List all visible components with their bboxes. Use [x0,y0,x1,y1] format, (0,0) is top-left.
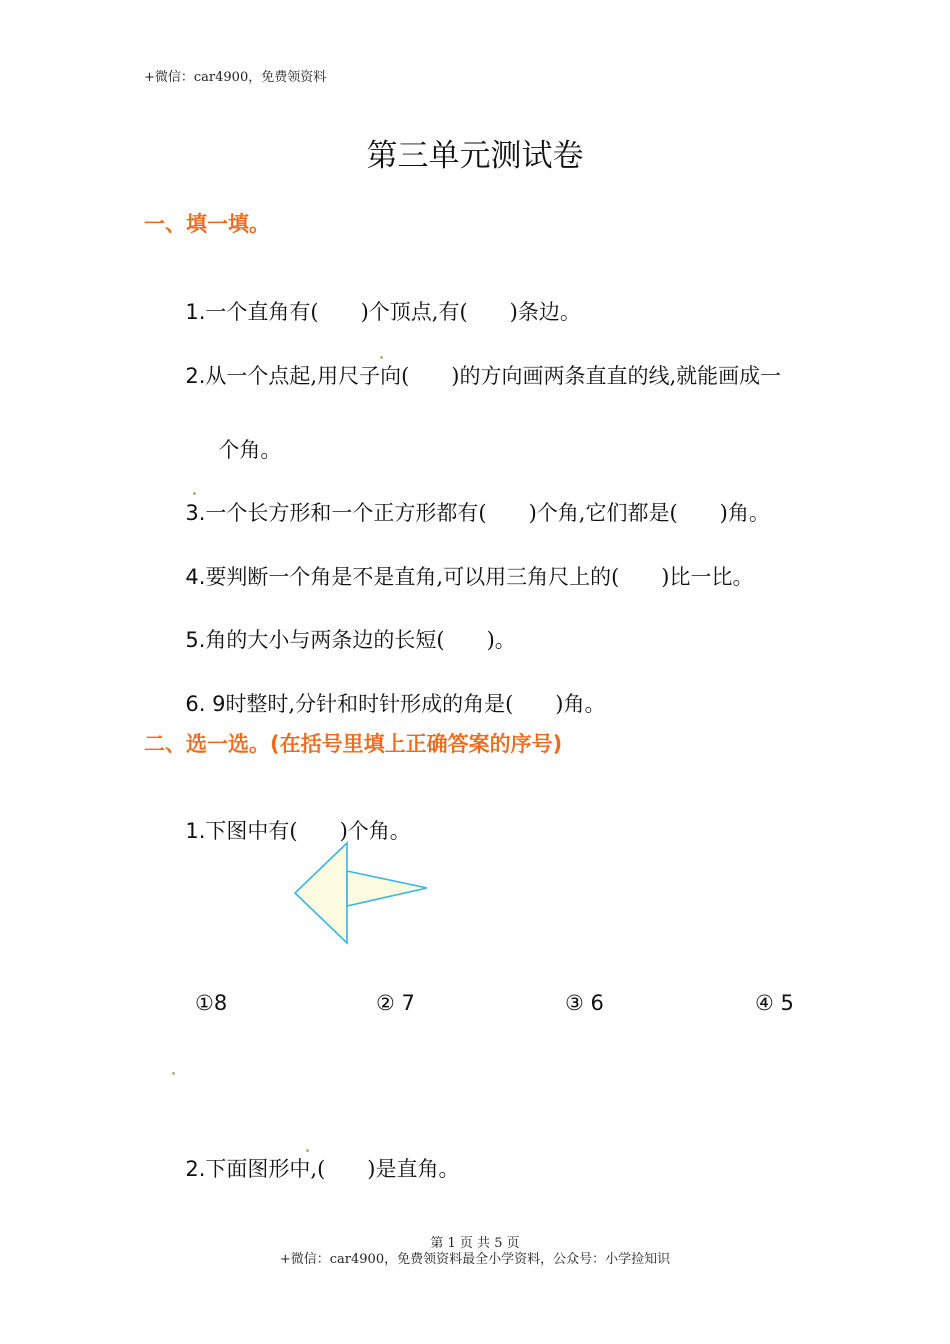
question-text: 时整时,分针和时针形成的角是( )角。 [225,692,606,716]
question-number: 5. [185,628,206,652]
question-text: 角的大小与两条边的长短( )。 [205,628,516,652]
question-1-3 [172,473,770,527]
question-text: 一个直角有( )个顶点,有( )条边。 [205,300,581,324]
question-2-1 [172,791,411,845]
stray-dot [306,1149,309,1152]
footer-page-number: 第 1 页 共 5 页 [430,1236,520,1251]
question-text: 从一个点起,用尺子向( )的方向画两条直直的线,就能画成一 [205,364,782,388]
question-number: 6. 9 [185,692,226,716]
stray-dot [172,1072,175,1075]
question-number: 3. [185,501,206,525]
question-1-4 [172,537,753,591]
question-1-6 [172,664,606,718]
question-number: 1. [185,300,206,324]
option-4: ④ 5 [755,991,794,1015]
section-heading-fill: 一、填一填。 [144,212,270,236]
question-number: 2. [185,1157,206,1181]
question-text: 下面图形中,( )是直角。 [205,1157,460,1181]
arrow-head-triangle [295,843,347,943]
option-2: ② 7 [376,991,415,1015]
question-number: 1. [185,819,206,843]
question-1-2-continued [205,410,281,464]
header-note: +微信：car4900，免费领资料 [144,70,327,85]
question-1-2 [172,336,781,390]
page-title: 第三单元测试卷 [366,138,584,174]
question-2-2 [172,1129,459,1183]
stray-dot [380,356,383,359]
arrow-tail-triangle [347,871,427,906]
question-number: 2. [185,364,206,388]
option-1: ①8 [195,991,228,1015]
question-text: 个角。 [218,438,282,462]
section-heading-choose: 二、选一选。(在括号里填上正确答案的序号) [144,732,563,756]
question-text: 下图中有( )个角。 [205,819,411,843]
question-1-1 [172,272,581,326]
option-3: ③ 6 [565,991,604,1015]
question-1-5 [172,600,516,654]
footer-note: +微信：car4900，免费领资料最全小学资料，公众号：小学捡知识 [279,1252,671,1267]
stray-dot [193,492,196,495]
arrow-shape-figure [290,838,435,948]
question-text: 要判断一个角是不是直角,可以用三角尺上的( )比一比。 [205,565,754,589]
question-number: 4. [185,565,206,589]
question-text: 一个长方形和一个正方形都有( )个角,它们都是( )角。 [205,501,770,525]
